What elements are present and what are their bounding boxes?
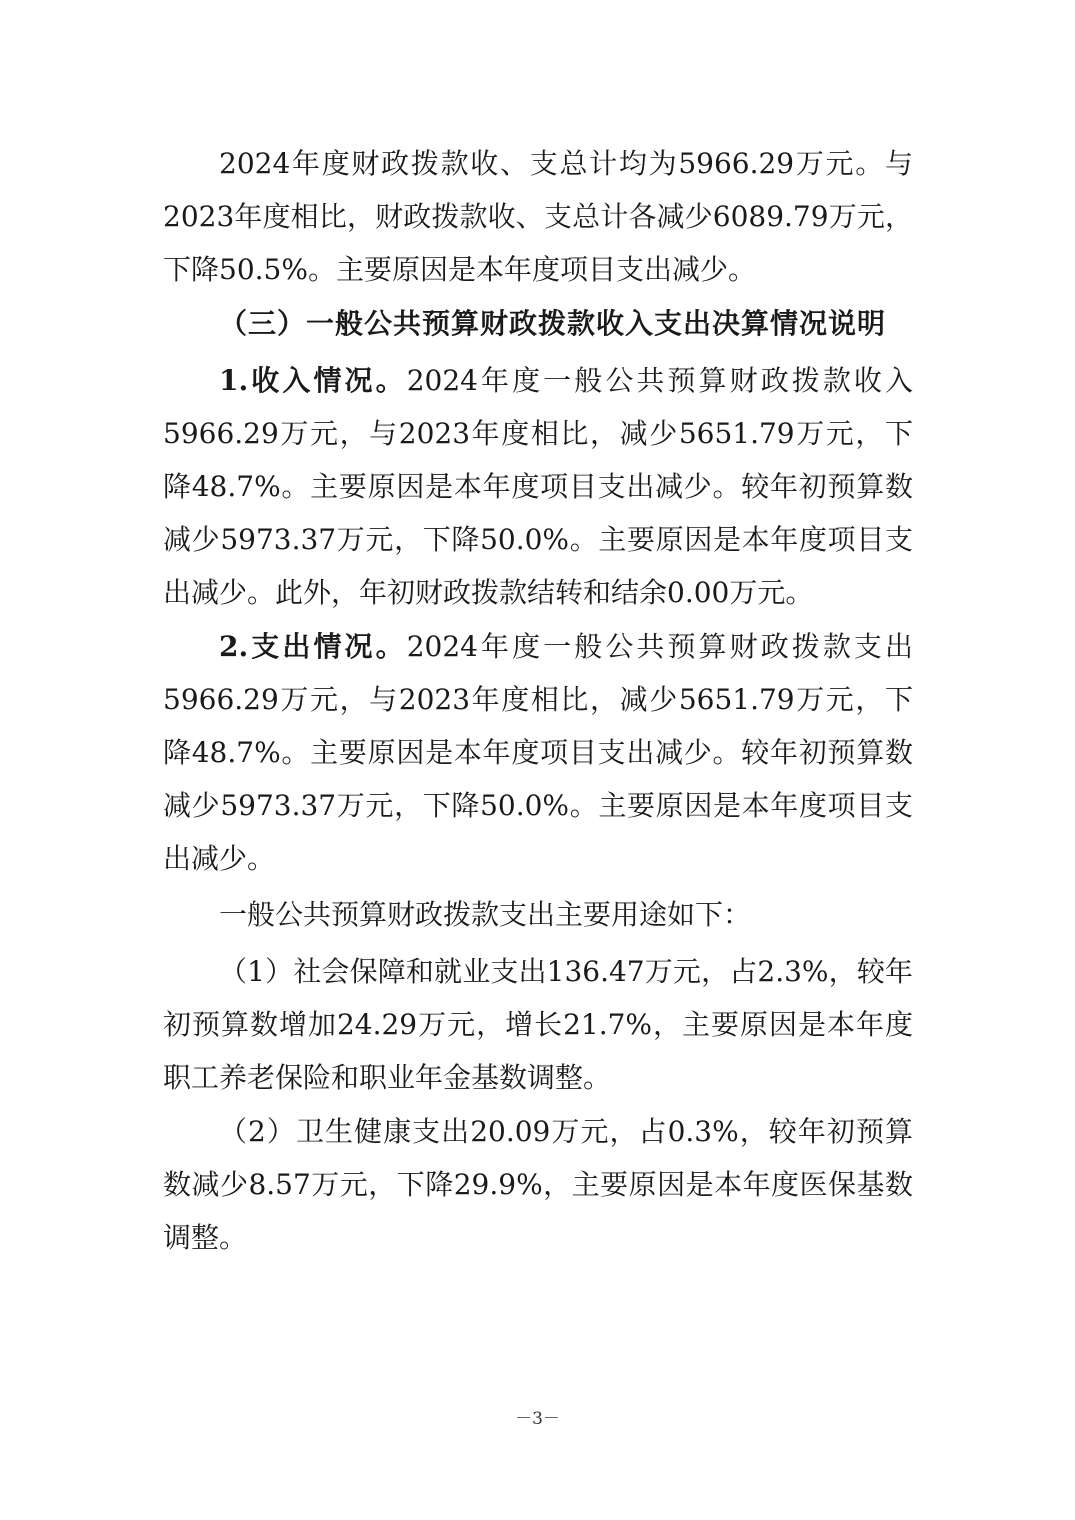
page-number: －3－ (515, 1409, 560, 1429)
paragraph-uses-intro: 一般公共预算财政拨款支出主要用途如下： (219, 898, 752, 931)
paragraph-social-security: （1）社会保障和就业支出136.47万元，占2.3%，较年初预算数增加24.29万元，增长21.7%，主要原因是本年度职工养老保险和职业年金基数调整。 (163, 955, 913, 1094)
paragraph-total-appropriation: 2024年度财政拨款收、支总计均为5966.29万元。与2023年度相比，财政拨款收、支总计各减少6089.79万元，下降50.5%。主要原因是本年度项目支出减少。 (163, 147, 913, 286)
paragraph-income (163, 354, 913, 619)
income-lead: 1.收入情况。 (219, 364, 407, 397)
expenditure-lead: 2.支出情况。 (219, 630, 407, 663)
income-body: 2024年度一般公共预算财政拨款收入5966.29万元，与2023年度相比，减少5651.79万元，下降48.7%。主要原因是本年度项目支出减少。较年初预算数减少5973.37万元，下降50.0%。主要原因是本年度项目支出减少。此外，年初财政拨款结转和结余0.00万元。 (163, 364, 913, 609)
expenditure-body: 2024年度一般公共预算财政拨款支出5966.29万元，与2023年度相比，减少5651.79万元，下降48.7%。主要原因是本年度项目支出减少。较年初预算数减少5973.37万元，下降50.0%。主要原因是本年度项目支出减少。 (163, 630, 913, 875)
paragraph-health: （2）卫生健康支出20.09万元，占0.3%，较年初预算数减少8.57万元，下降29.9%，主要原因是本年度医保基数调整。 (163, 1115, 913, 1254)
section-heading: （三）一般公共预算财政拨款收入支出决算情况说明 (219, 307, 887, 340)
paragraph-expenditure (163, 620, 913, 885)
